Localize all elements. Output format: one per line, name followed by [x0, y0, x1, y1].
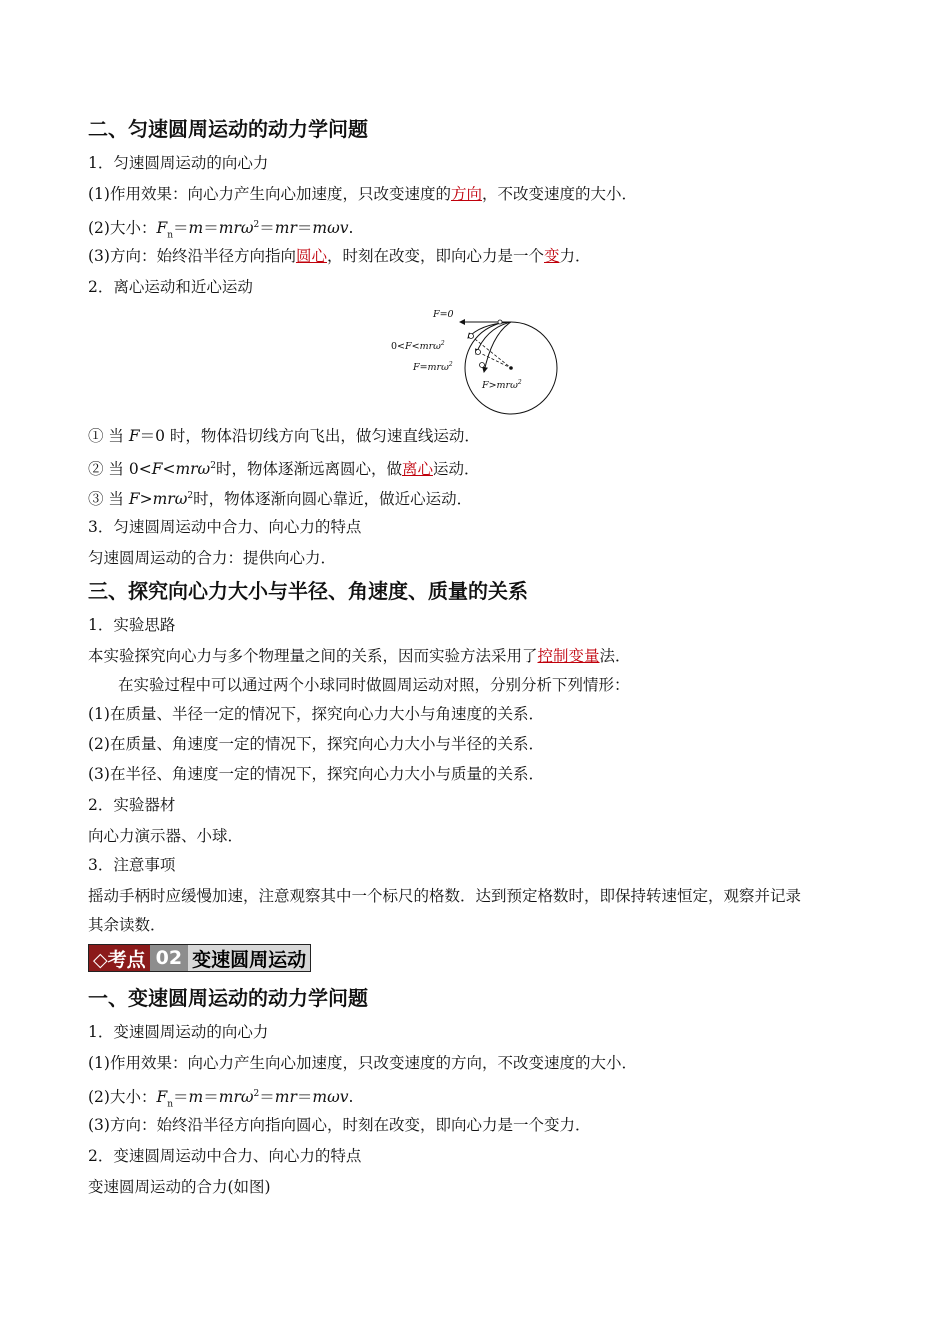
paragraph: 摇动手柄时应缓慢加速，注意观察其中一个标尺的格数．达到预定格数时，即保持转速恒定，观察并记录 [88, 887, 802, 905]
text: 时，物体逐渐远离圆心，做 [215, 460, 402, 479]
subsection-title: 1．实验思路 [88, 616, 176, 634]
formula-op: ＝ [203, 219, 219, 238]
formula-var: F<mrω [151, 460, 211, 479]
banner-topic-label: ◇考点 [89, 945, 150, 971]
formula-op: . [348, 1088, 354, 1107]
paragraph-indented: 在实验过程中可以通过两个小球同时做圆周运动对照，分别分析下列情形： [118, 676, 630, 694]
formula-var: mr [274, 219, 297, 238]
banner-topic-number: 02 [150, 945, 188, 971]
formula-op: ＝ [296, 219, 313, 238]
formula-op: ＝ [203, 1088, 219, 1107]
paragraph: (1)作用效果：向心力产生向心加速度，只改变速度的方向，不改变速度的大小． [88, 1054, 637, 1072]
paragraph: 变速圆周运动的合力(如图) [88, 1178, 271, 1196]
text: ③ 当 [88, 490, 129, 509]
text: 力． [559, 247, 591, 265]
formula-var: mrω [218, 219, 254, 238]
subsection-title: 2．变速圆周运动中合力、向心力的特点 [88, 1147, 362, 1165]
formula-var: F [156, 219, 168, 238]
subsection-title: 3．匀速圆周运动中合力、向心力的特点 [88, 518, 362, 536]
section-heading-experiment: 三、探究向心力大小与半径、角速度、质量的关系 [88, 579, 528, 603]
formula-op: ＝ [259, 1088, 275, 1107]
paragraph [88, 241, 864, 271]
paragraph: 匀速圆周运动的合力：提供向心力． [88, 549, 337, 567]
subsection-title: 3．注意事项 [88, 856, 176, 874]
formula-sup: 2 [210, 461, 216, 471]
formula-var: mωv [312, 1088, 349, 1107]
subsection-title: 1．变速圆周运动的向心力 [88, 1023, 269, 1041]
list-item: (3)在半径、角速度一定的情况下，探究向心力大小与质量的关系． [88, 765, 544, 783]
formula-var: F [128, 427, 140, 445]
formula-sup: 2 [253, 220, 260, 230]
paragraph: (3)方向：始终沿半径方向指向圆心，时刻在改变，即向心力是一个变力． [88, 1116, 591, 1134]
keyword: 方向 [450, 185, 482, 203]
section-heading-uniform-dynamics: 二、匀速圆周运动的动力学问题 [88, 117, 368, 141]
subsection-title: 2．离心运动和近心运动 [88, 278, 253, 296]
section-heading-variable-dynamics: 一、变速圆周运动的动力学问题 [88, 986, 368, 1010]
formula-var: F>mrω [128, 490, 188, 509]
text: 时，物体逐渐向圆心靠近，做近心运动． [193, 490, 473, 509]
label-f-greater: F>mrω$^2$ [482, 379, 522, 391]
particle [480, 363, 485, 368]
text: (1)作用效果：向心力产生向心加速度，只改变速度的 [88, 185, 451, 203]
formula-sub: n [167, 230, 174, 241]
label-f-zero: F=0 [433, 309, 454, 320]
formula-op: ＝ [173, 219, 189, 238]
formula-sub: n [167, 1099, 174, 1110]
text: (2)大小： [88, 219, 157, 238]
keyword: 变 [544, 247, 560, 265]
text: 运动． [432, 460, 480, 479]
formula-var: mrω [218, 1088, 254, 1107]
paragraph [88, 481, 864, 514]
particle [476, 350, 481, 355]
list-item: (1)在质量、半径一定的情况下，探究向心力大小与角速度的关系． [88, 705, 544, 723]
uniform-curve [476, 322, 511, 354]
list-item: (2)在质量、角速度一定的情况下，探究向心力大小与半径的关系． [88, 735, 544, 753]
centrifugal-motion-diagram [380, 302, 570, 418]
subsection-title: 1．匀速圆周运动的向心力 [88, 154, 269, 172]
text: ① 当 [88, 427, 129, 445]
label-f-less: 0<F<mrω$^2$ [391, 340, 445, 352]
label-f-equal: F=mrω$^2$ [413, 361, 453, 373]
paragraph [88, 179, 864, 209]
paragraph [88, 451, 864, 484]
text: ，时刻在改变，即向心力是一个 [326, 247, 544, 265]
particle [498, 320, 502, 324]
text: ＝0 时，物体沿切线方向飞出，做匀速直线运动． [139, 427, 480, 445]
banner-topic-title: 变速圆周运动 [188, 945, 310, 971]
particle [469, 334, 474, 339]
topic-banner [88, 944, 311, 972]
formula-op: . [348, 219, 354, 238]
text: (2)大小： [88, 1088, 157, 1107]
formula-var: m [188, 219, 204, 238]
paragraph: 其余读数． [88, 916, 166, 934]
text: (3)方向：始终沿半径方向指向 [88, 247, 296, 265]
formula-sup: 2 [253, 1089, 260, 1099]
formula-sup: 2 [187, 491, 194, 501]
keyword: 圆心 [295, 247, 327, 265]
text: 本实验探究向心力与多个物理量之间的关系，因而实验方法采用了 [88, 647, 538, 665]
formula-var: mr [274, 1088, 297, 1107]
text: ，不改变速度的大小． [481, 185, 637, 203]
subsection-title: 2．实验器材 [88, 796, 176, 814]
formula-op: ＝ [296, 1088, 313, 1107]
formula-var: mωv [312, 219, 349, 238]
paragraph [88, 641, 864, 671]
text: ② 当 0< [88, 460, 152, 479]
keyword: 离心 [401, 460, 433, 479]
keyword: 控制变量 [537, 647, 600, 665]
formula-op: ＝ [259, 219, 275, 238]
formula-var: m [188, 1088, 204, 1107]
paragraph [88, 421, 864, 451]
paragraph: 向心力演示器、小球． [88, 827, 244, 845]
text: 法． [599, 647, 631, 665]
formula-var: F [156, 1088, 168, 1107]
formula-op: ＝ [173, 1088, 189, 1107]
